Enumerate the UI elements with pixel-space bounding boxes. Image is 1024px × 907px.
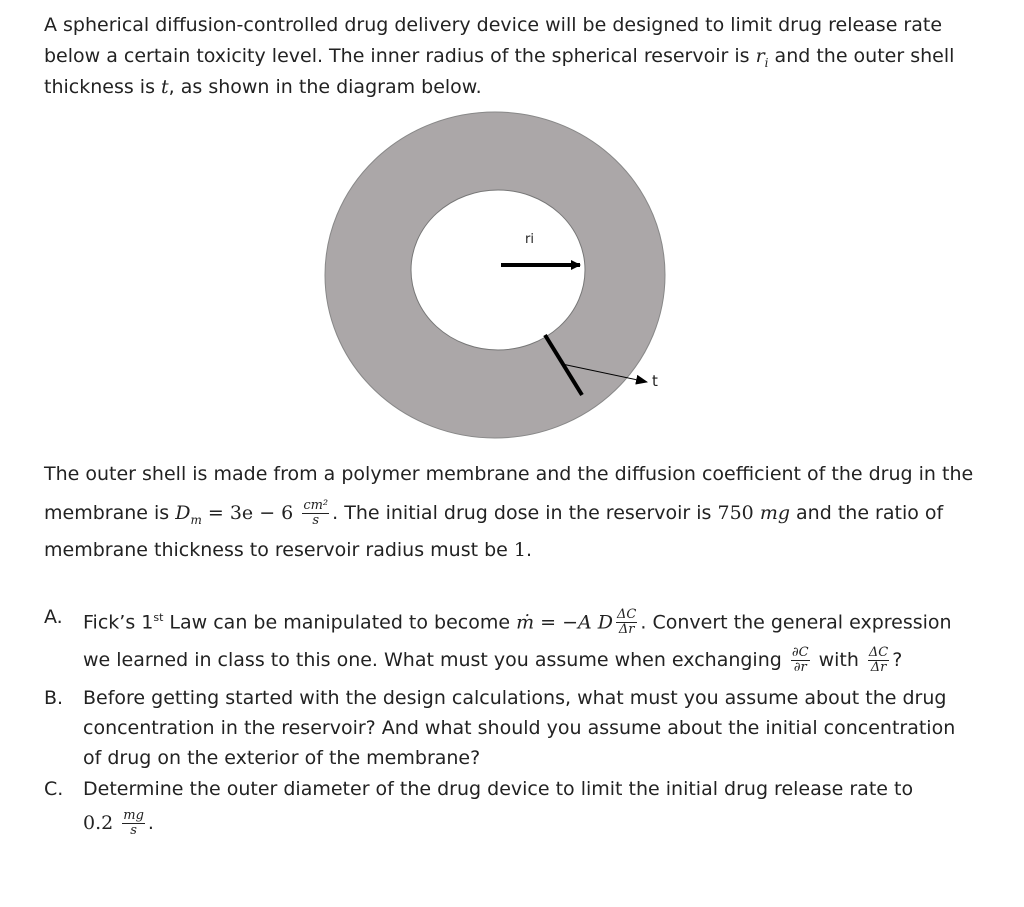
diffusion-unit-fraction	[302, 499, 329, 528]
ratio-value: 1	[513, 539, 526, 561]
question-b-label: B.	[44, 687, 64, 709]
question-text: Law can be manipulated to become	[163, 611, 517, 634]
fraction-denominator: Δr	[618, 622, 635, 638]
inner-radius-label: ri	[525, 232, 534, 247]
para2-text: membrane thickness to reservoir radius must be	[44, 539, 514, 561]
question-text: with	[812, 649, 865, 671]
intro-text: , as shown in the diagram below.	[168, 76, 482, 98]
question-b-line-1: Before getting started with the design calculations, what must you assume about the drug	[83, 687, 947, 709]
thickness-symbol: t	[161, 76, 169, 98]
inner-radius-symbol: r	[755, 45, 765, 67]
para2-line-2	[44, 498, 943, 536]
ordinal-suffix: st	[153, 611, 164, 624]
fraction-numerator: ΔC	[868, 645, 889, 660]
question-c-label: C.	[44, 778, 64, 800]
para2-text: membrane is	[44, 502, 176, 524]
question-text: we learned in class to this one. What must you assume when exchanging	[83, 649, 788, 671]
question-c-line-2	[83, 808, 154, 839]
question-text: Fick’s 1	[83, 611, 154, 634]
question-a-line-2	[83, 645, 902, 676]
ficks-law-equation: ṁ = −A D	[516, 611, 614, 634]
question-text: ?	[892, 649, 903, 671]
diffusion-coef-value: = 3e − 6	[201, 502, 300, 524]
question-b-line-3: of drug on the exterior of the membrane?	[83, 747, 481, 769]
diffusion-coef-subscript: m	[190, 512, 202, 527]
para2-text: and the ratio of	[790, 502, 944, 524]
partial-fraction	[791, 646, 810, 675]
question-a-line-1	[83, 602, 952, 638]
thickness-label: t	[652, 372, 658, 390]
unit-numerator: mg	[123, 808, 144, 823]
intro-line-1: A spherical diffusion-controlled drug delivery device will be designed to limit drug release rate	[44, 14, 943, 36]
question-text: . Convert the general expression	[640, 611, 952, 634]
intro-text: and the outer shell	[768, 45, 955, 67]
question-b-line-2: concentration in the reservoir? And what should you assume about the initial concentration	[83, 717, 956, 739]
intro-text: thickness is	[44, 76, 162, 98]
para2-text: .	[525, 539, 533, 561]
dose-value: 750	[717, 502, 760, 524]
intro-text: below a certain toxicity level. The inner radius of the spherical reservoir is	[44, 45, 756, 67]
inner-radius-subscript: i	[764, 55, 769, 70]
fraction-denominator: ∂r	[793, 660, 807, 675]
para2-line-1: The outer shell is made from a polymer membrane and the diffusion coefficient of the drug in the	[44, 463, 974, 485]
unit-denominator: s	[312, 513, 320, 528]
delta-fraction	[616, 608, 637, 637]
inner-reservoir	[411, 190, 585, 350]
diffusion-coef-symbol: D	[175, 502, 191, 524]
delta-fraction	[868, 646, 889, 675]
release-rate-value: 0.2	[83, 812, 120, 834]
para2-line-3	[44, 535, 532, 566]
question-a-label: A.	[44, 606, 63, 628]
unit-numerator: cm²	[303, 498, 329, 513]
unit-denominator: s	[130, 823, 137, 838]
dose-unit: mg	[759, 502, 790, 524]
question-c-line-1: Determine the outer diameter of the drug device to limit the initial drug release rate to	[83, 778, 914, 800]
para2-text: . The initial drug dose in the reservoir is	[332, 502, 718, 524]
question-text: .	[147, 812, 154, 834]
fraction-numerator: ∂C	[791, 645, 809, 660]
fraction-denominator: Δr	[870, 660, 887, 675]
release-rate-unit	[122, 809, 145, 838]
fraction-numerator: ΔC	[617, 607, 637, 623]
